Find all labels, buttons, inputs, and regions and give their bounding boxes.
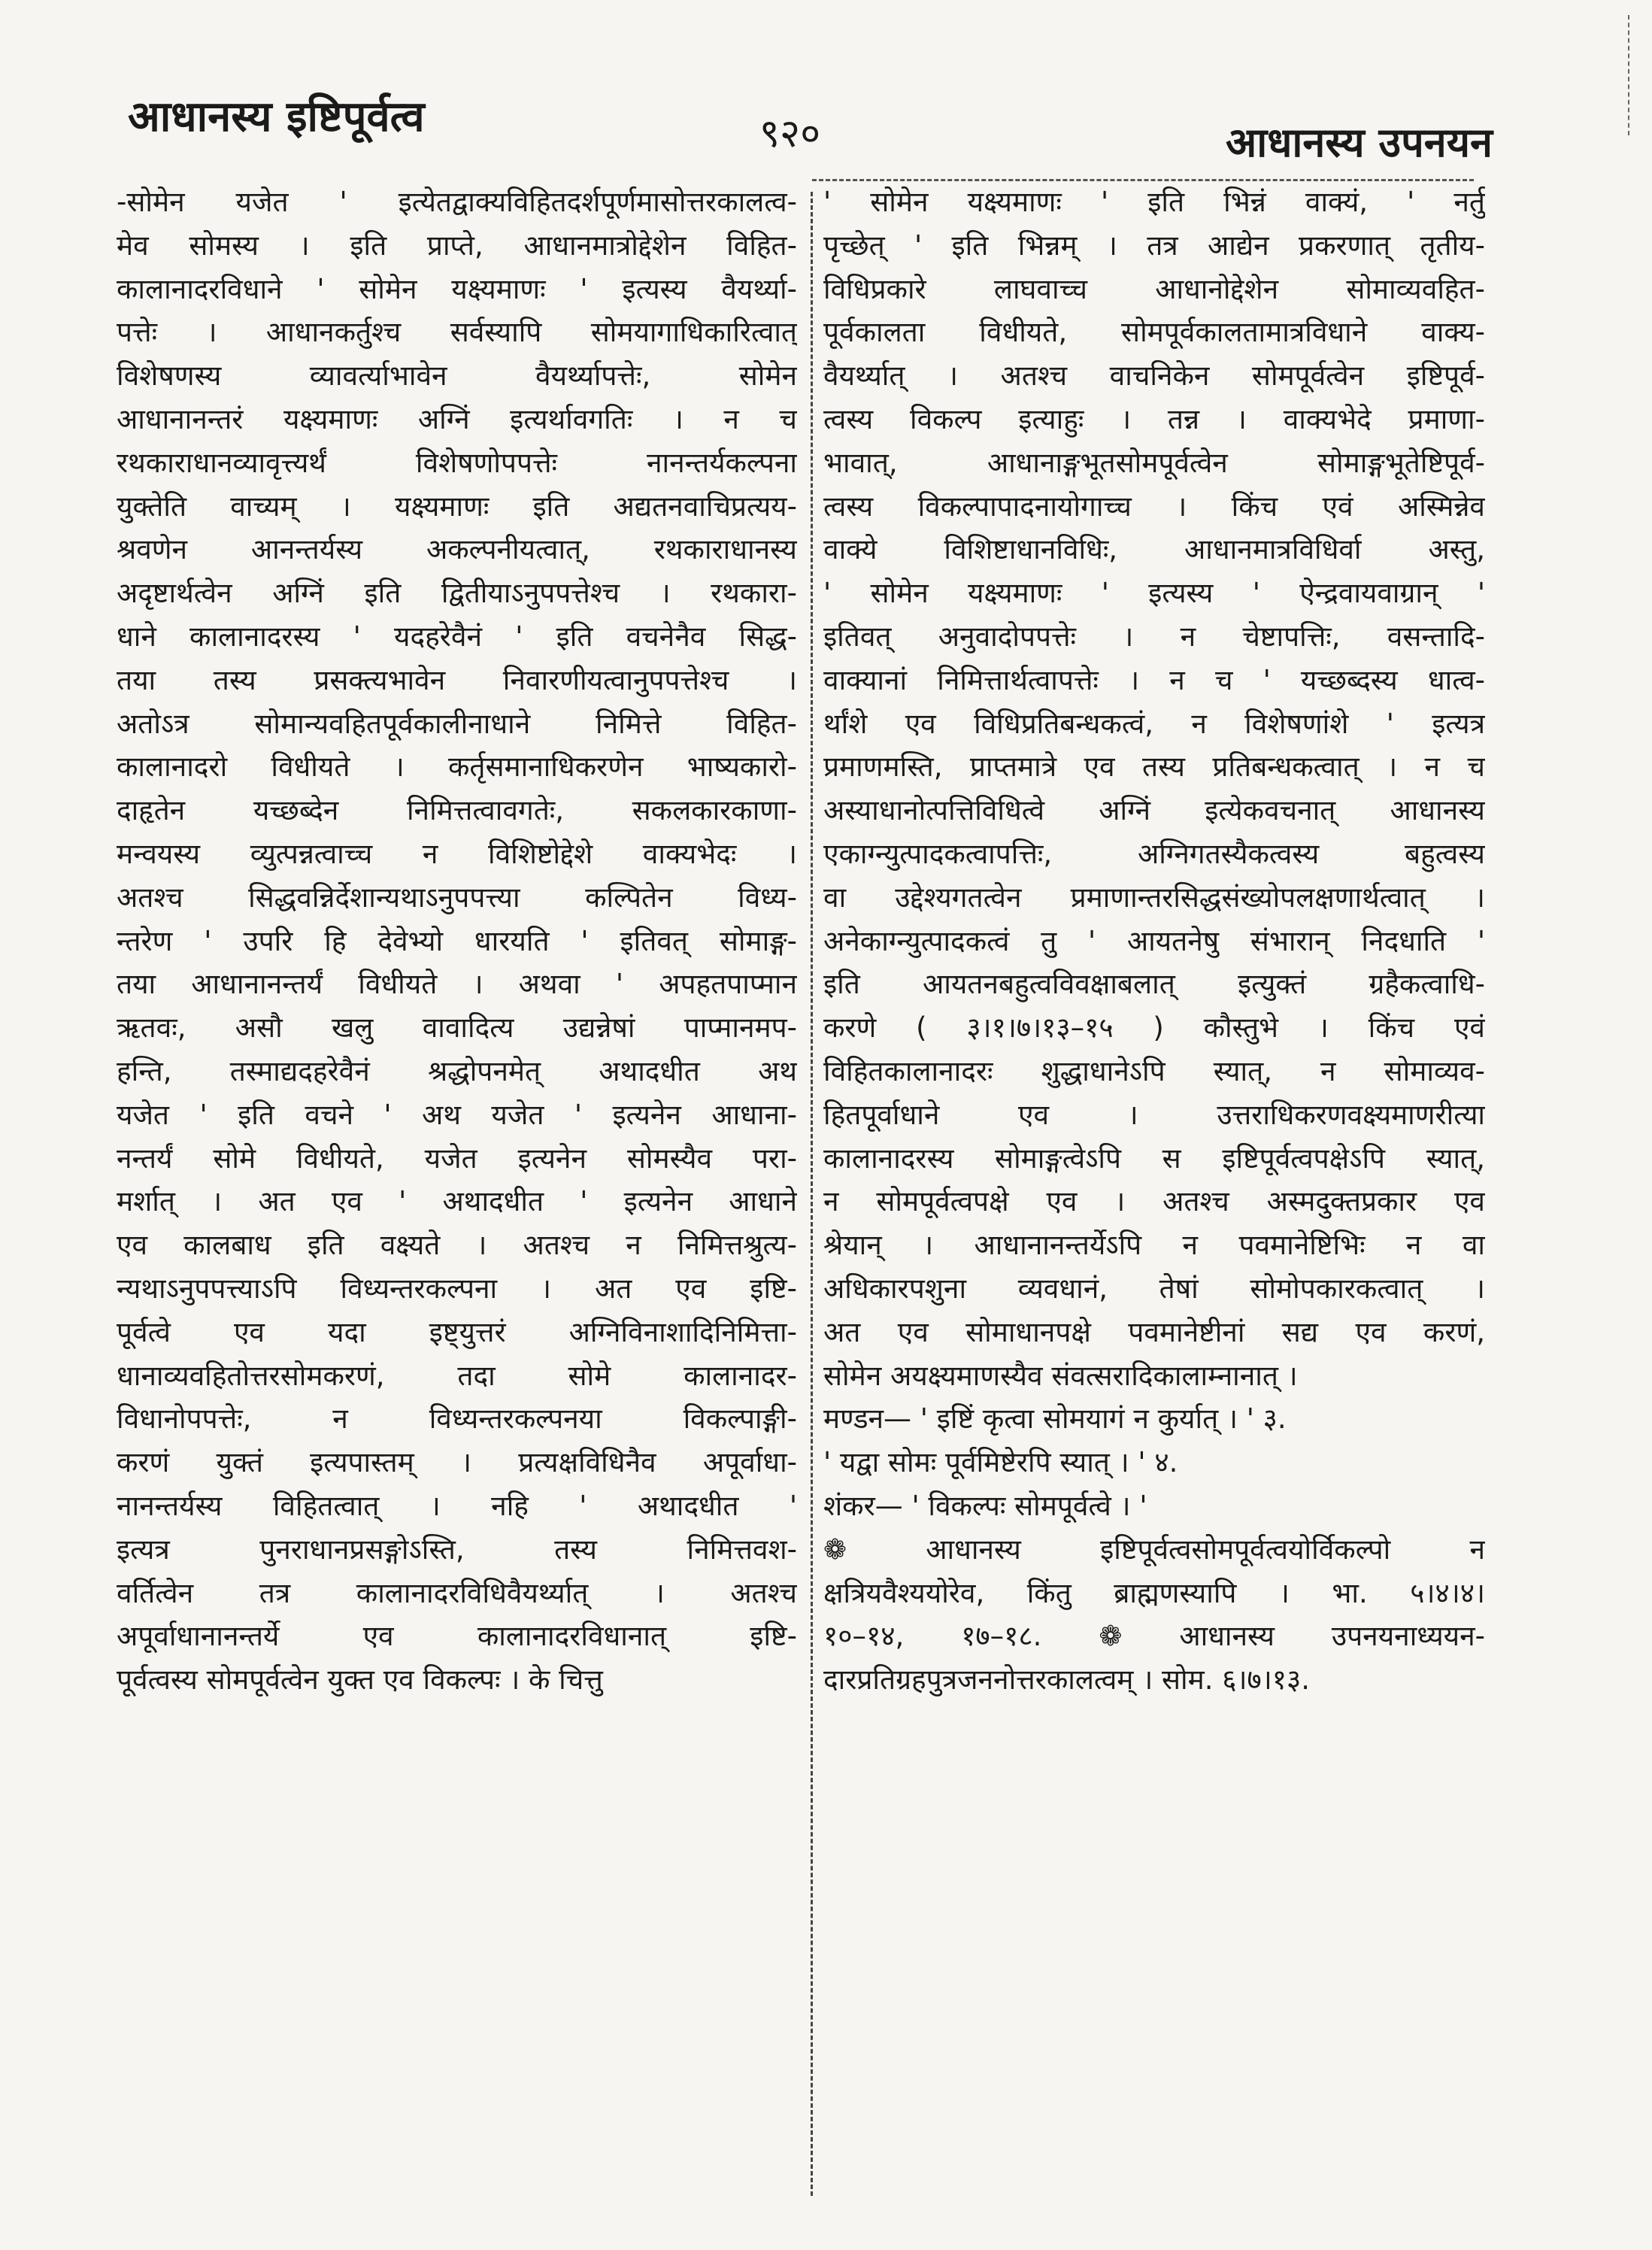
text-line: विधानोपपत्तेः, न विध्यन्तरकल्पनया विकल्पाङ्गी- bbox=[117, 1402, 797, 1436]
text-line: ' सोमेन यक्ष्यमाणः ' इत्यस्य ' ऐन्द्रवायवाग्रान् ' bbox=[823, 577, 1485, 610]
text-line: हितपूर्वाधाने एव । उत्तराधिकरणवक्ष्यमाणरीत्या bbox=[823, 1098, 1485, 1131]
text-line: धाने कालानादरस्य ' यदहरेवैनं ' इति वचनेनैव सिद्ध- bbox=[117, 620, 797, 653]
text-line: दाहृतेन यच्छब्देन निमित्तत्वावगतेः, सकलकारकाणा- bbox=[117, 794, 797, 827]
text-line: वा उद्देश्यगतत्वेन प्रमाणान्तरसिद्धसंख्योपलक्षणार्थत्वात् । bbox=[823, 881, 1485, 914]
text-line: न्तरेण ' उपरि हि देवेभ्यो धारयति ' इतिवत् सोमाङ्ग- bbox=[117, 924, 797, 957]
text-line: रथकाराधानव्यावृत्त्यर्थं विशेषणोपपत्तेः नानन्तर्यकल्पना bbox=[117, 446, 797, 479]
text-line: करणे ( ३।१।७।१३–१५ ) कौस्तुभे । किंच एवं bbox=[823, 1011, 1485, 1045]
text-line: दारप्रतिग्रहपुत्रजननोत्तरकालत्वम् । सोम. ६।७।१३. bbox=[823, 1663, 1310, 1697]
text-line: इत्यत्र पुनराधानप्रसङ्गोऽस्ति, तस्य निमित्तवश- bbox=[117, 1533, 797, 1566]
page-number: ९२० bbox=[759, 111, 821, 156]
text-line: न्यथाऽनुपपत्त्याऽपि विध्यन्तरकल्पना । अत एव इष्टि- bbox=[117, 1272, 797, 1305]
text-line: अधिकारपशुना व्यवधानं, तेषां सोमोपकारकत्वात् । bbox=[823, 1272, 1485, 1305]
text-line: एकाग्न्युत्पादकत्वापत्तिः, अग्निगतस्यैकत्वस्य बहुत्वस्य bbox=[823, 837, 1485, 870]
scan-edge-mark bbox=[1628, 15, 1629, 135]
text-line: र्थांशे एव विधिप्रतिबन्धकत्वं, न विशेषणांशे ' इत्यत्र bbox=[823, 707, 1485, 740]
text-line: कालानादरविधाने ' सोमेन यक्ष्यमाणः ' इत्यस्य वैयर्थ्या- bbox=[117, 272, 797, 305]
text-line: ' यद्वा सोमः पूर्वमिष्टेरपि स्यात् । ' ४. bbox=[823, 1446, 1178, 1479]
text-line: इति आयतनबहुत्वविवक्षाबलात् इत्युक्तं ग्रहैकत्वाधि- bbox=[823, 968, 1485, 1001]
text-line: ' सोमेन यक्ष्यमाणः ' इति भिन्नं वाक्यं, ' नर्तु bbox=[823, 186, 1485, 218]
text-line: विधिप्रकारे लाघवाच्च आधानोद्देशेन सोमाव्यवहित- bbox=[823, 272, 1485, 305]
text-line: क्षत्रियवैश्ययोरेव, किंतु ब्राह्मणस्यापि । भा. ५।४।४। bbox=[823, 1576, 1485, 1609]
text-line: वर्तित्वेन तत्र कालानादरविधिवैयर्थ्यात् । अतश्च bbox=[117, 1576, 797, 1609]
left-column bbox=[117, 180, 797, 1702]
text-line: भावात्, आधानाङ्गभूतसोमपूर्वत्वेन सोमाङ्गभूतेष्टिपूर्व- bbox=[823, 446, 1485, 479]
running-head-right: आधानस्य उपनयन bbox=[1226, 119, 1493, 166]
text-line: एव कालबाध इति वक्ष्यते । अतश्च न निमित्तश्रुत्य- bbox=[117, 1229, 797, 1262]
text-line: तया तस्य प्रसक्त्यभावेन निवारणीयत्वानुपपत्तेश्च । bbox=[117, 663, 797, 696]
text-line: विशेषणस्य व्यावर्त्याभावेन वैयर्थ्यापत्तेः, सोमेन bbox=[117, 359, 797, 393]
text-line: वाक्यानां निमित्तार्थत्वापत्तेः । न च ' यच्छब्दस्य धात्व- bbox=[823, 663, 1485, 696]
text-line: अदृष्टार्थत्वेन अग्निं इति द्वितीयाऽनुपपत्तेश्च । रथकारा- bbox=[117, 577, 797, 610]
text-line: श्रवणेन आनन्तर्यस्य अकल्पनीयत्वात्, रथकाराधानस्य bbox=[117, 533, 797, 566]
text-line: मर्शात् । अत एव ' अथादधीत ' इत्यनेन आधाने bbox=[117, 1185, 797, 1218]
text-line: इतिवत् अनुवादोपपत्तेः । न चेष्टापत्तिः, वसन्तादि- bbox=[823, 620, 1485, 653]
text-line: पूर्वत्वस्य सोमपूर्वत्वेन युक्त एव विकल्पः । के चित्तु bbox=[117, 1663, 603, 1697]
text-line: पूर्वत्वे एव यदा इष्ट्युत्तरं अग्निविनाशादिनिमित्ता- bbox=[117, 1315, 797, 1348]
text-line: वाक्ये विशिष्टाधानविधिः, आधानमात्रविधिर्वा अस्तु, bbox=[823, 533, 1485, 566]
text-line: यजेत ' इति वचने ' अथ यजेत ' इत्यनेन आधाना- bbox=[117, 1098, 797, 1131]
text-line: विहितकालानादरः शुद्धाधानेऽपि स्यात्, न सोमाव्यव- bbox=[823, 1054, 1485, 1087]
text-line: अत एव सोमाधानपक्षे पवमानेष्टीनां सद्य एव करणं, bbox=[823, 1315, 1485, 1348]
text-line: ऋतवः, असौ खलु वावादित्य उद्यन्नेषां पाप्मानमप- bbox=[117, 1011, 797, 1045]
text-line: अतश्च सिद्धवन्निर्देशान्यथाऽनुपपत्त्या कल्पितेन विध्य- bbox=[117, 881, 797, 914]
text-line: अपूर्वाधानानन्तर्ये एव कालानादरविधानात् इष्टि- bbox=[117, 1620, 797, 1653]
text-line: पत्तेः । आधानकर्तुश्च सर्वस्यापि सोमयागाधिकारित्वात् bbox=[117, 316, 797, 349]
text-line: धानाव्यवहितोत्तरसोमकरणं, तदा सोमे कालानादर- bbox=[117, 1359, 797, 1392]
text-line: त्वस्य विकल्पापादनायोगाच्च । किंच एवं अस्मिन्नेव bbox=[823, 490, 1485, 523]
text-line: मन्वयस्य व्युत्पन्नत्वाच्च न विशिष्टोद्देशे वाक्यभेदः । bbox=[117, 837, 797, 870]
text-line: नन्तर्यं सोमे विधीयते, यजेत इत्यनेन सोमस्यैव परा- bbox=[117, 1142, 797, 1175]
text-line: वैयर्थ्यात् । अतश्च वाचनिकेन सोमपूर्वत्वेन इष्टिपूर्व- bbox=[823, 359, 1485, 393]
text-line: अस्याधानोत्पत्तिविधित्वे अग्निं इत्येकवचनात् आधानस्य bbox=[823, 794, 1485, 827]
text-line: श्रेयान् । आधानानन्तर्येऽपि न पवमानेष्टिभिः न वा bbox=[823, 1229, 1485, 1262]
text-line: मण्डन— ' इष्टिं कृत्वा सोमयागं न कुर्यात् । ' ३. bbox=[823, 1402, 1287, 1436]
text-line: आधानानन्तरं यक्ष्यमाणः अग्निं इत्यर्थावगतिः । न च bbox=[117, 402, 797, 435]
text-line: कालानादरो विधीयते । कर्तृसमानाधिकरणेन भाष्यकारो- bbox=[117, 751, 797, 784]
text-line: तया आधानानन्तर्यं विधीयते । अथवा ' अपहतपाप्मान bbox=[117, 968, 797, 1001]
page-header bbox=[0, 0, 1652, 196]
text-line: नानन्तर्यस्य विहितत्वात् । नहि ' अथादधीत ' bbox=[117, 1489, 797, 1522]
column-divider bbox=[811, 192, 813, 2196]
text-line: त्वस्य विकल्प इत्याहुः । तन्न । वाक्यभेदे प्रमाणा- bbox=[823, 402, 1485, 435]
text-line: पूर्वकालता विधीयते, सोमपूर्वकालतामात्रविधाने वाक्य- bbox=[823, 316, 1485, 349]
running-head-left: आधानस्य इष्टिपूर्वत्व bbox=[128, 92, 425, 141]
text-line: युक्तेति वाच्यम् । यक्ष्यमाणः इति अद्यतनवाचिप्रत्यय- bbox=[117, 490, 797, 523]
text-line: हन्ति, तस्माद्यदहरेवैनं श्रद्धोपनमेत् अथादधीत अथ bbox=[117, 1054, 797, 1087]
text-line: पृच्छेत् ' इति भिन्नम् । तत्र आद्येन प्रकरणात् तृतीय- bbox=[823, 229, 1485, 262]
text-line: -सोमेन यजेत ' इत्येतद्वाक्यविहितदर्शपूर्णमासोत्तरकालत्व- bbox=[117, 186, 797, 218]
text-line: मेव सोमस्य । इति प्राप्ते, आधानमात्रोद्देशेन विहित- bbox=[117, 229, 797, 262]
text-line: न सोमपूर्वत्वपक्षे एव । अतश्च अस्मदुक्तप्रकार एव bbox=[823, 1185, 1485, 1218]
text-line: कालानादरस्य सोमाङ्गत्वेऽपि स इष्टिपूर्वत्वपक्षेऽपि स्यात्, bbox=[823, 1142, 1485, 1175]
text-line: ❁ आधानस्य इष्टिपूर्वत्वसोमपूर्वत्वयोर्विकल्पो न bbox=[823, 1533, 1485, 1566]
text-line: करणं युक्तं इत्यपास्तम् । प्रत्यक्षविधिनैव अपूर्वाधा- bbox=[117, 1446, 797, 1479]
text-line: प्रमाणमस्ति, प्राप्तमात्रे एव तस्य प्रतिबन्धकत्वात् । न च bbox=[823, 751, 1485, 784]
text-line: अनेकाग्न्युत्पादकत्वं तु ' आयतनेषु संभारान् निदधाति ' bbox=[823, 924, 1485, 957]
right-column bbox=[823, 180, 1485, 1702]
text-line: अतोऽत्र सोमान्यवहितपूर्वकालीनाधाने निमित्ते विहित- bbox=[117, 707, 797, 740]
text-line: १०–१४, १७–१८. ❁ आधानस्य उपनयनाध्ययन- bbox=[823, 1620, 1485, 1653]
text-line: शंकर— ' विकल्पः सोमपूर्वत्वे । ' bbox=[823, 1489, 1147, 1522]
text-line: सोमेन अयक्ष्यमाणस्यैव संवत्सरादिकालाम्नानात् । bbox=[823, 1359, 1298, 1392]
